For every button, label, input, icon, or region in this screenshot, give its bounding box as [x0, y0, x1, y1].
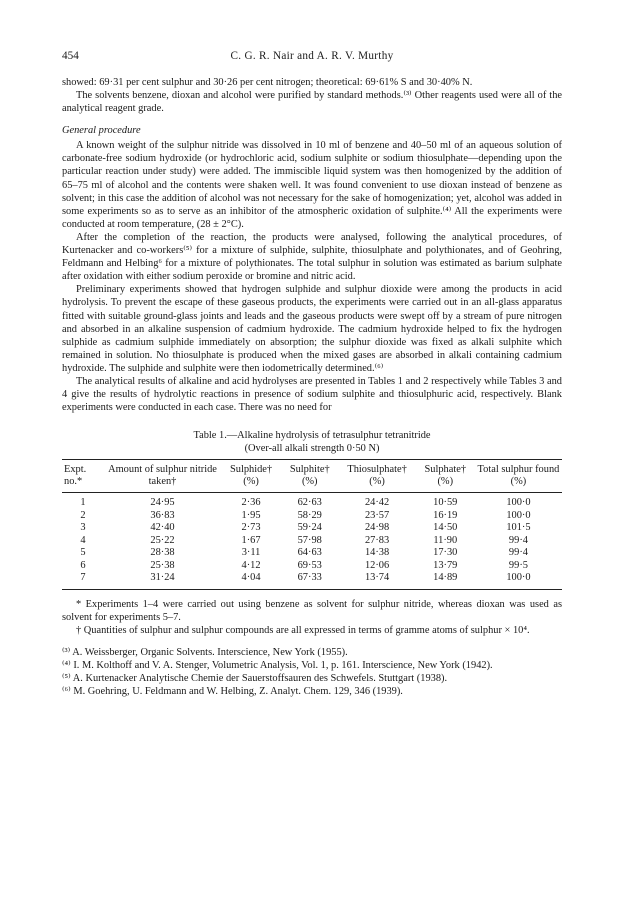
table-cell: 99·4	[508, 547, 528, 559]
paragraph-2: The solvents benzene, dioxan and alcohol were purified by standard methods.⁽³⁾ Other reagents used were all of the analytical reagent grade.	[62, 90, 562, 115]
table-body	[62, 493, 562, 590]
table-cell: 7	[62, 572, 104, 589]
table-cell: 4·04	[221, 572, 281, 589]
table-cell: 3·11	[241, 547, 261, 559]
table-cell: 2·36	[241, 497, 261, 509]
column-header: Expt. no.*	[62, 462, 104, 493]
table-cell: 101·5	[506, 522, 531, 534]
reference-item: ⁽⁴⁾ I. M. Kolthoff and V. A. Stenger, Volumetric Analysis, Vol. 1, p. 161. Interscience, New York (1942).	[62, 660, 493, 672]
table-cell: 62·63	[297, 497, 322, 509]
table-cell: 14·50	[433, 522, 458, 534]
reference-item: ⁽⁶⁾ M. Goehring, U. Feldmann and W. Helbing, Z. Analyt. Chem. 129, 346 (1939).	[62, 686, 403, 698]
table-row	[62, 547, 562, 560]
table-cell: 100·0	[506, 509, 531, 521]
table-row	[62, 510, 562, 523]
table-cell: 17·30	[433, 547, 458, 559]
running-header	[62, 50, 562, 62]
paragraph-1: showed: 69·31 per cent sulphur and 30·26 per cent nitrogen; theoretical: 69·61% S and 30·40% N.	[62, 77, 473, 88]
table-subtitle: (Over-all alkali strength 0·50 N)	[244, 443, 380, 455]
page-number: 454	[62, 50, 79, 62]
paragraph-3: A known weight of the sulphur nitride was dissolved in 10 ml of benzene and 40–50 ml of an aqueous solution of carbonate-free sodium hydroxide (or hydrochloric acid, sodium sulphite or sodium thiosulphate—depending upon the particular reaction under study) were added. The immiscible liquid system was then homogenized by the addition of 65–75 ml of alcohol and the contents were shaken well. It was found convenient to use dioxan instead of benzene as solvent; in this case the addition of alcohol was not necessary for the sake of homogenization; yet, alcohol was added in some experiments so as to serve as an inhibitor of the atmospheric oxidation of sulphite.⁽⁴⁾ All the experiments were conducted at room temperature, (28 ± 2°C).	[62, 140, 562, 230]
running-title: C. G. R. Nair and A. R. V. Murthy	[230, 50, 394, 62]
table-cell: 25·38	[150, 559, 175, 571]
table-cell: 6	[80, 559, 86, 571]
table-cell: 24·98	[364, 522, 390, 534]
paragraph-5: Preliminary experiments showed that hydrogen sulphide and sulphur dioxide were among the products in acid hydrolysis. To prevent the escape of these gaseous products, the experiments were carried out in an all-glass apparatus fitted with suitable ground-glass joints and leads and the gaseous products were swept off by a stream of pure nitrogen and absorbed in an alkaline suspension of cadmium hydroxide. The cadmium hydroxide helped to fix the hydrogen sulphide as cadmium sulphide immediately on absorption; the sulphur dioxide was fixed as alkali sulphite which remained in solution. No thiosulphate is produced when the mixed gases are absorbed in alkali containing cadmium hydroxide. The sulphide and sulphite were then iodometrically determined.⁽⁶⁾	[62, 284, 562, 374]
table-cell: 99·4	[508, 534, 528, 546]
section-heading: General procedure	[62, 125, 141, 137]
table-cell: 10·59	[433, 497, 458, 509]
table-footnote-1: * Experiments 1–4 were carried out using benzene as solvent for sulphur nitride, whereas dioxan was used as solvent for experiments 5–7.	[62, 598, 562, 623]
table-footnote-2: † Quantities of sulphur and sulphur compounds are all expressed in terms of gramme atoms of sulphur × 10⁴.	[76, 624, 530, 636]
table-cell: 100·0	[506, 497, 531, 509]
column-header: Sulphide† (%)	[221, 462, 281, 493]
table-cell: 27·83	[364, 534, 390, 546]
table-cell: 14·38	[364, 547, 390, 559]
table-row	[62, 493, 562, 510]
table-cell: 4	[80, 534, 86, 546]
references	[62, 646, 562, 698]
table-cell: 13·79	[433, 559, 458, 571]
table-header-row	[62, 462, 562, 493]
table-cell: 69·53	[297, 559, 322, 571]
table-cell: 2	[80, 509, 86, 521]
table-cell: 23·57	[364, 509, 390, 521]
table-cell: 31·24	[104, 572, 221, 589]
table-row	[62, 522, 562, 535]
table-cell: 1·67	[241, 534, 261, 546]
column-header: Sulphate† (%)	[416, 462, 475, 493]
paragraph-4: After the completion of the reaction, the products were analysed, following the analytical procedures, of Kurtenacker and co-workers⁽⁵⁾ for a mixture of sulphide, sulphite, thiosulphate and polythionates, and of Geohring, Feldmann and Helbing⁶ for a mixture of polythionates. The total sulphur in solution was estimated as barium sulphate after oxidation with either sodium peroxide or bromine and nitric acid.	[62, 231, 562, 283]
table-cell: 28·38	[150, 547, 175, 559]
table-cell: 4·12	[241, 559, 261, 571]
table-cell: 13·74	[339, 572, 416, 589]
table-cell: 11·90	[433, 534, 458, 546]
table-cell: 67·33	[281, 572, 339, 589]
table-cell: 59·24	[297, 522, 322, 534]
paragraph-6: The analytical results of alkaline and acid hydrolyses are presented in Tables 1 and 2 respectively while Tables 3 and 4 give the results of hydrolytic reactions in presence of sodium sulphite and thiosulphuric acid, respectively. Blank experiments were conducted in each case. There was no need for	[62, 375, 562, 414]
table-cell: 1	[80, 497, 86, 509]
table-title: Table 1.—Alkaline hydrolysis of tetrasulphur tetranitride	[193, 430, 431, 442]
table-cell: 58·29	[297, 509, 322, 521]
table-cell: 36·83	[150, 509, 175, 521]
reference-item: ⁽³⁾ A. Weissberger, Organic Solvents. Interscience, New York (1955).	[62, 647, 348, 659]
table-cell: 16·19	[433, 509, 458, 521]
table-row	[62, 560, 562, 573]
table-cell: 3	[80, 522, 86, 534]
table-row	[62, 535, 562, 548]
column-header: Total sulphur found (%)	[475, 462, 562, 493]
table-cell: 57·98	[297, 534, 322, 546]
data-table	[62, 459, 562, 590]
table-cell: 12·06	[364, 559, 390, 571]
column-header: Sulphite† (%)	[281, 462, 339, 493]
column-header: Amount of sulphur nitride taken†	[104, 462, 221, 493]
table-cell: 24·42	[364, 497, 390, 509]
table-cell: 5	[80, 547, 86, 559]
table-row	[62, 572, 562, 589]
table-cell: 42·40	[150, 522, 175, 534]
column-header: Thiosulphate† (%)	[339, 462, 416, 493]
table-cell: 100·0	[475, 572, 562, 589]
table-cell: 24·95	[150, 497, 175, 509]
table-cell: 1·95	[241, 509, 261, 521]
reference-item: ⁽⁵⁾ A. Kurtenacker Analytische Chemie der Sauerstoffsauren des Schwefels. Stuttgart (1938).	[62, 673, 448, 685]
table-cell: 25·22	[150, 534, 175, 546]
table-cell: 2·73	[241, 522, 261, 534]
table-cell: 64·63	[297, 547, 322, 559]
table-cell: 99·5	[508, 559, 528, 571]
table-cell: 14·89	[416, 572, 475, 589]
